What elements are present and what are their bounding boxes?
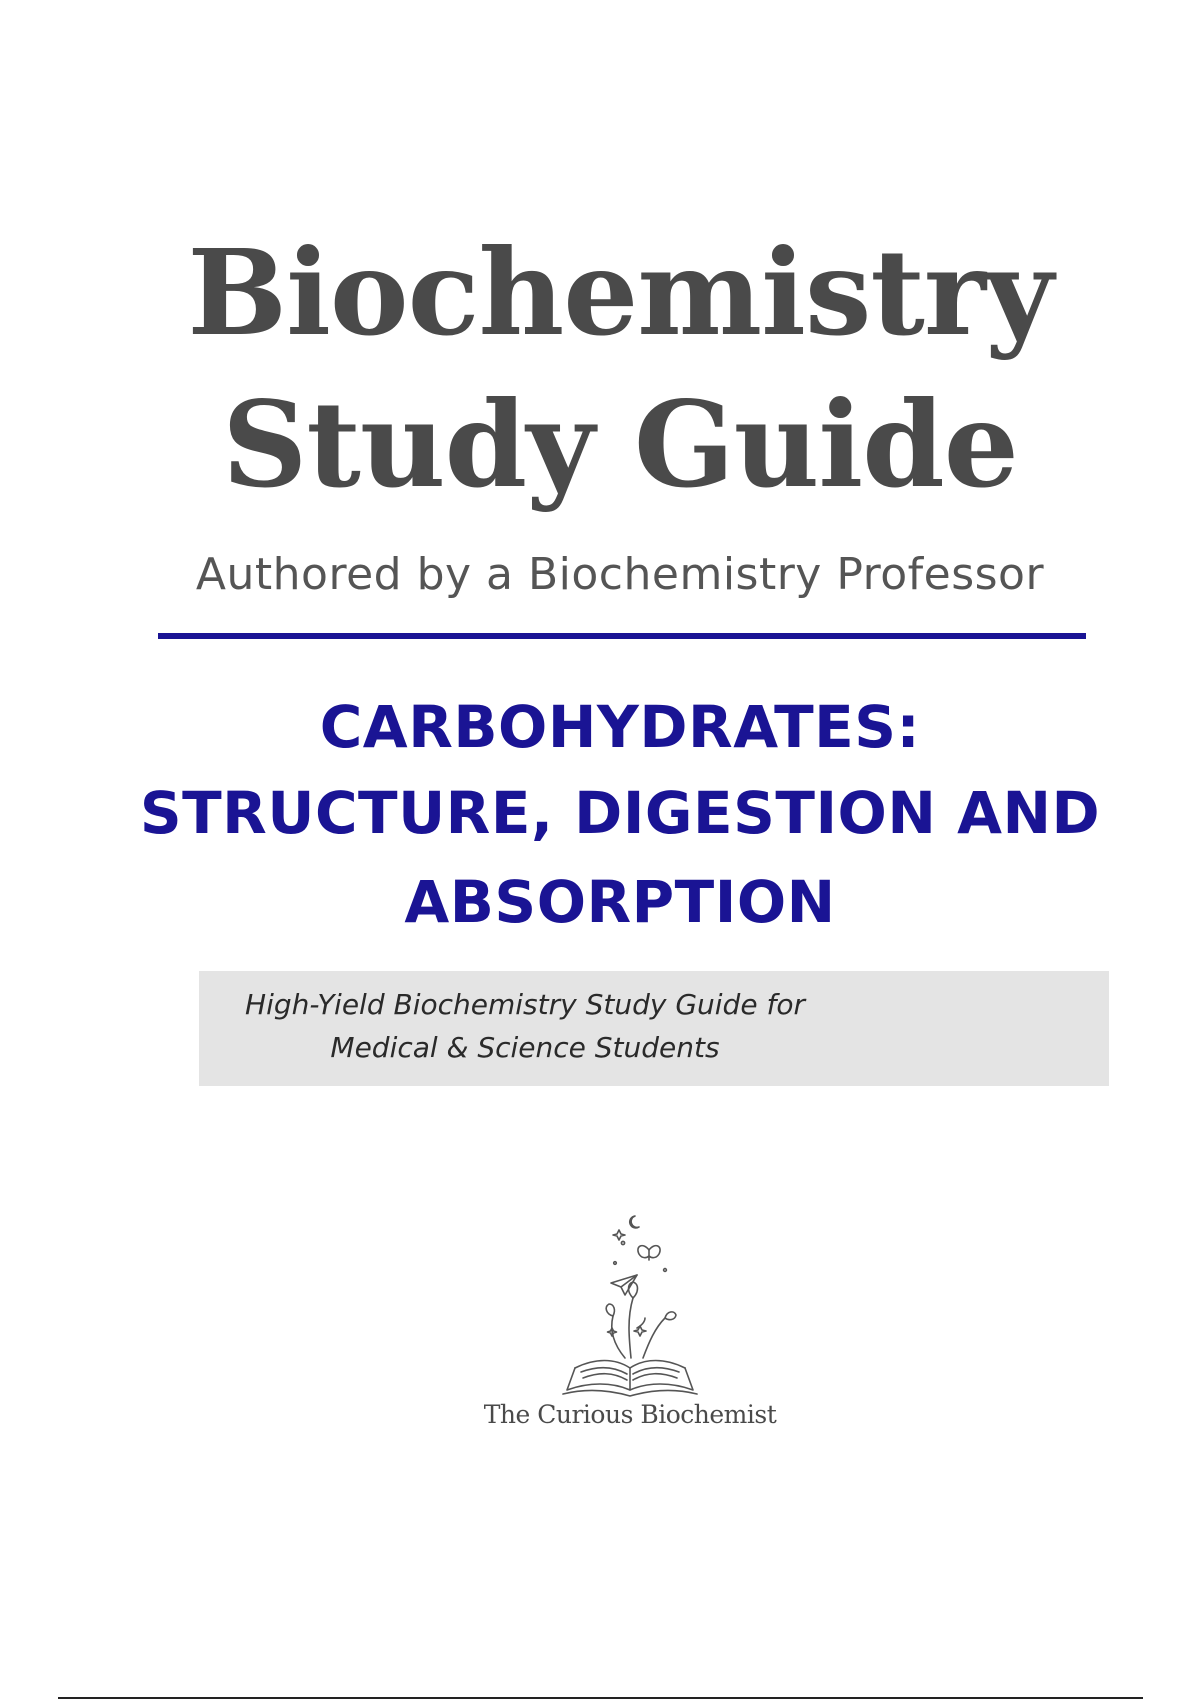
- divider-line: [158, 633, 1086, 639]
- author-line: Authored by a Biochemistry Professor: [195, 549, 1045, 600]
- title-line-2: Study Guide: [222, 375, 1018, 514]
- topic-line-3: ABSORPTION: [404, 868, 836, 936]
- open-book-with-flowers-icon: [545, 1208, 715, 1398]
- title-line-1: Biochemistry: [187, 223, 1053, 362]
- brand-name: The Curious Biochemist: [483, 1400, 777, 1429]
- tagline-line-2: Medical & Science Students: [330, 1031, 720, 1064]
- footer-divider: [58, 1697, 1143, 1699]
- topic-line-1: CARBOHYDRATES:: [319, 693, 921, 761]
- tagline-line-1: High-Yield Biochemistry Study Guide for: [245, 988, 805, 1021]
- topic-line-2: STRUCTURE, DIGESTION AND: [139, 779, 1101, 847]
